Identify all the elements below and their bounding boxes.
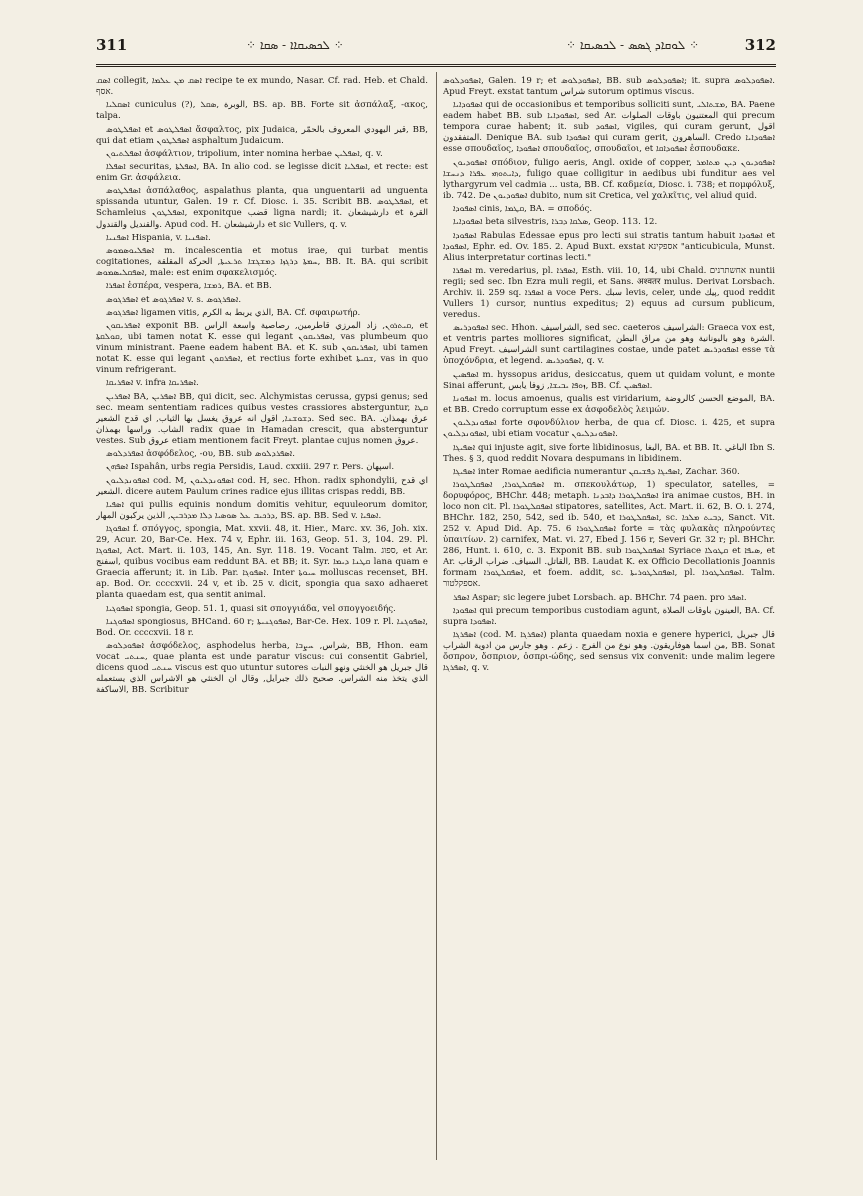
dictionary-entry: ܐܣܦܪܝܩܘܢ exponit BB. ܩܝܬܪܘܢ, زاد المرزي قاطرمين, رصاصية واسعة الراس, et ܩܘܠܩܬܐ, ubi tamen notat K. esse qui legant ܐܣܦܪܝܩܘܢ, vas plumbeum quo vinum ministrant. Paene eadem habent BA. et K. sub ܐܣܦܪܝܩܘܢ, ubi tamen notat K. esse qui legant ܐܣܦܪܩܘܢ, et rectius forte exhibet ܫܩܝܬܐ, vas in quo vinum refrigerant.: [96, 321, 428, 376]
dictionary-entry: ܐܣܦܘܕܐܝܐ beta silvestris, ܣܠܩܐ ܕܒܪܐ, Geop. 113. 12.: [453, 217, 658, 228]
dictionary-entry: ܐܣܦܘܓܐ f. σπόγγος, spongia, Mat. xxvii. 48, it. Hier., Marc. xv. 36, Joh. xix. 29, Acur. 20, Bar-Ce. Hex. 74 v, Ephr. iii. 163, Geop. 51. 3, 104. 29. Pl. ܐܣܦܘܓܐ, Act. Mart. ii. 103, 145, An. Syr. 118. 19. Vocant Talm. ספוג, et Ar. اسفنج, quibus vocibus eam reddunt BA. et BB; it. Syr. ܩܛܢܐ ܕܝܡܐ lana quam e Graecia afferunt; it. in Lib. Par. ܐܣܦܘܓܐ. Inter ܚܝܘܬܐ molluscas recenset, BH. ap. Bod. Or. ccccxvii. 24 v, et ib. 25 v. dicit, spongia qua saxo adhaeret planta quaedam est, qua sentit animal.: [96, 524, 428, 601]
right-page-number: 312: [744, 36, 776, 54]
right-running-title: ⁘ ܠܘܩܐܕ ܓܣܣ ‑ ܠܟܣܝܩܐ ⁘: [566, 38, 700, 52]
dictionary-entry: ܐܣܦܪܝܢ BA, ܐܣܦܪܝܢ BB, qui dicit, sec. Alchymistas cerussa, gypsi genus; sed sec. meam sententiam radices quibus vestes crassiores absterguntur, ܩܛܐ ܕܫܘܫܢܐ, اقول انه عروق يغسل بها الثياب, اي قدح الشعير. Sed sec. BA. عرق بهمذان. الشاب. وراسها بهمذان radix quae in Hamadan crescit, qua absterguntur vestes. Sub عروق etiam mentionem facit Freyt. plantae cujus nomen عروق.: [96, 391, 428, 446]
dictionary-entry: ܐܣܦܘܢܕܠܝܘܢ cod. M, ܐܣܦܘܢܕܠܝܘܢ cod. H, sec. Hhon. radix sphondylii, اي قدح الشعير. dicere autem Paulum crines radice ejus illitas crispas reddi, BB.: [96, 475, 428, 497]
dictionary-entry: ܐܣܦܗܢ Ispahân, urbs regia Persidis, Laud. cxxiii. 297 r. Pers. اسپهان.: [106, 462, 395, 473]
dictionary-entry: ܐܣܦܪ Aspar; sic legere jubet Lorsbach. ap. BHChr. 74 paen. pro ܐܣܦܪ.: [453, 592, 747, 603]
dictionary-entry: ܐܣܦܘܕܐ qui precum temporibus custodiam agunt, العينون باوقات الصلاة, BA. Cf. supra ܐܣܦܘܕܐ.: [443, 605, 775, 627]
dictionary-entry: ܐܣܦܪܓܐ (cod. M. ܐܣܦܪܓܐ) planta quaedam noxia e genere hyperici, قال جبريل من اسما هوفاريقون. وهو نوع من الفرج . زعم . وهو جارس من ادوية الشراب, BB. Sonat ὄσπρον, ὄσπριον, ὀσπρι-ώδης, sed sensus vix convenit: unde malim legere ܐܣܦܪܓܐ, q. v.: [443, 630, 775, 674]
dictionary-entry: ܐܣܦܪܝܩܐ v. infra ܐܣܦܪܝܩܐ.: [106, 378, 199, 389]
header-rule-double: [96, 66, 776, 67]
dictionary-entry: ܐܣܦܠܐ securitas, ܐܣܦܠܬܐ, BA. In alio cod. se legisse dicit ܐܣܦܠܝܐ, et recte: est enim Gr. ἀσφάλεια.: [96, 162, 428, 184]
dictionary-entry: ܐܣܦܘܓܢܐ spongiosus, BHCand. 60 r; ܐܣܦܘܓܢܝܬܐ, Bar-Ce. Hex. 109 r. Pl. ܐܣܦܘܓܢܐ, Bod. Or. ccccxvii. 18 r.: [96, 616, 428, 638]
dictionary-entry: ܐܣܩ collegit, ܐܣܩ ܡܢ ܥܠܡܐ recipe te ex mundo, Nasar. Cf. rad. Heb. et Chald. אסף.: [96, 76, 428, 98]
dictionary-entry: ܐܣܦܪܐ m. veredarius, pl. ܐܣܦܪܐ, Esth. viii. 10, 14, ubi Chald. אחשתרנים nuntii regii; sed sec. Ibn Ezra muli regii, et Sans. अश्वतर mulus. Derivat Lorsbach. Archiv. ii. 259 sq. ܐܣܦܪܐ a voce Pers. سبك levis, celer, unde پيك, quod reddit Vullers 1) cursor, nuntius expeditus; 2) equus ad cursum publicum, veredus.: [443, 265, 775, 321]
page-header: [96, 30, 776, 58]
dictionary-entry: ܐܣܦܠܝܘܣܡܘܣ m. incalescentia et motus irae, qui turbat mentis cogitationes, ܚܡܬܐ ܕܪܓܙܐ ܕܡܫܓܫܐ ܬܪܥܝܬܐ, الحركة المقلقة, BB. It. BA. qui scribit ܐܣܦܩܠܝܣܡܘܣ, male: est enim σφακελισμός.: [96, 245, 428, 279]
dictionary-entry: ܐܣܦܘܕܝܘܢ σπόδιον, fuligo aeris, Angl. oxide of copper, ܐܣܦܘܕܝܘܢ ܕܝܢ ܡܬܐܡܪ ܕܐܝܬܘܗܝ ܥܦܪܐ ܕܢܚܫܐ, fuligo quae colligitur in aedibus ubi funditur aes vel lythargyrum vel cadmia ... usta, BB. Cf. καδμεία, Diosc. i. 738; et πομφόλυξ, ib. 742. De ܐܣܦܘܕܝܘܢ dubito, num sit Cretica, vel χαλκῖτις, vel aliud quid.: [443, 157, 775, 201]
dictionary-entry: ܐܣܦܘܕܐ cinis, ܩܛܡܐ, BA. = σποδός.: [453, 204, 593, 215]
dictionary-entry: ܐܣܦܝܐ qui pullis equinis nondum domitis vehitur, equuleorum domitor, ܕܪܟܝܒ ܥܠ ܣܘܣܝܐ ܕܠܐ ܡܕܪܒܝܢ, الذين يركبون المهار, BS. ap. BB. Sed v. ܐܣܦܝܐ.: [96, 499, 428, 521]
dictionary-entry: ܐܣܦܝܓܐ inter Romae aedificia numerantur ܐܣܦܝܓܐ ܕܦܫܝܩܢ, Zachar. 360.: [453, 466, 740, 477]
dictionary-entry: ܐܣܦܩܠܛܘܪܐ, ܐܣܦܩܠܛܘܪܐ m. σπεκουλάτωρ, 1) speculator, satelles, = δορυφόρος, BHChr. 448; metaph. ܐܣܦܩܠܛܘܪܐ ܕܐܒܕܢܐ ira animae custos, BH. in loco non cit. Pl. ܐܣܦܩܠܛܘܪܐ stipatores, satellites, Act. Mart. ii. 62, B. O. i. 274, BHChr. 182, 250, 542, sed ib. 540, et ܐܣܦܩܠܛܘܪܐ, sc. ܕܒܝܬ ܡܠܟܐ, Sanct. Vit. 252 v. Apud Did. Ap. 75. 6 ܐܣܦܩܠܛܘܪܐ forte = τὰς φυλακὰς πληρούντες ὑπαιτίων. 2) carnifex, Mat. vi. 27, Ebed J. 156 r, Severi Gr. 32 r; pl. BHChr. 286, Hunt. i. 610, c. 3. Exponit BB. sub ܐܣܦܩܠܛܘܪܐ Syriace ܩܛܘܠܐ et ܣܝܦܐ, et Ar. القاتل. السياف. ضراب الرقاب, BB. Laudat K. ex Officio Decollationis Joannis formam ܐܣܦܩܠܛܘܪܐ, et foem. addit, sc. ܐܣܦܩܠܛܘܪܝܬܐ, pl. ܐܣܦܩܠܛܘܪܐ. Talm. אספקלטור.: [443, 480, 775, 590]
column-divider: [436, 72, 437, 1160]
dictionary-entry: ܐܣܦܪܓܘܣ ligamen vitis, الذي يربط به الكرم, BA. Cf. σφαιρωτήρ.: [106, 307, 361, 318]
dictionary-entry: ܐܣܦܘܕܠܘܣ ἀσφόδελος, asphodelus herba, شراس, ܚܨܒܐ, BB, Hhon. eam vocat ܚܢܬܝ, quae planta est unde paratur viscus: cui consentit Gabriel, dicens quod ܚܢܬܝ viscus est quo utuntur sutores قال جبريل هو الخنثي ونهو النبات الذي يتخذ منه الشراس. صحيح ذلك جبرايل, وقال ان الخنثي هو الاشراس الذي يستعمله الاساكفة, BB. Scribitur: [96, 641, 428, 696]
right-column: [443, 76, 775, 1156]
dictionary-entry: ܐܣܦܪܕܠܘܣ ἀσφόδελος, -ου, BB. sub ܐܣܦܪܕܠܘܣ.: [106, 449, 295, 460]
dictionary-entry: ܐܣܦܠܛܘܣ et ܐܣܦܠܛܘܣ ἄσφαλτος, pix Judaica, قير اليهودي المعروف بالحمّر, BB, qui dat etiam ܐܣܦܠܛܘܢ asphaltum Judaicum.: [96, 124, 428, 146]
dictionary-entry: ܐܣܦܘܕܐ Rabulas Edessae epus pro lecti sui stratis tantum habuit ܐܣܦܘܕܐ et ܐܣܦܘܕܐ, Ephr. ed. Ov. 185. 2. Apud Buxt. exstat אספקינא "anticubicula, Munst. Alius interpretatur cortinas lecti.": [443, 230, 775, 263]
dictionary-entry: ܐܣܦܘܢܕܠܝܘܢ forte σφονδύλιον herba, de qua cf. Diosc. i. 425, et supra ܐܣܦܘܢܕܠܝܘܢ, ubi etiam vocatur ܐܣܦܘܢܕܠܝܘܢ.: [443, 418, 775, 440]
dictionary-entry: ܐܣܦܘܕܪܝܣ sec. Hhon. الشراسيف, sed sec. caeteros الشراسيف: Graeca vox est, et ventris partes molliores significat, الشرة وهو باليونانية وهو من مراق البطن. Apud Freyt. الشراسيف sunt cartilagines costae, unde patet ܐܣܦܘܕܪܝܣ esse τὰ ὑποχόνδρια, et legend. ܐܣܦܘܕܪܝܣ, q. v.: [443, 323, 775, 367]
dictionary-entry: ܐܣܦܝܓܐ qui injuste agit, sive forte libidinosus, البغا, BA. et BB. It. الباغي Ibn S. Thes. § 3, quod reddit Novara despumans in libidinem.: [443, 442, 775, 464]
dictionary-entry: ܐܣܦܘܢܐ m. locus amoenus, qualis est viridarium, الموضع الحسن كالروضة, BA. et BB. Credo corruptum esse ex ἀσφοδελὸς λειμών.: [443, 393, 775, 415]
dictionary-entry: ܐܣܦܠܛܘܣ ἀσπάλαθος, aspalathus planta, qua unguentarii ad unguenta spissanda utuntur, Galen. 19 r. Cf. Diosc. i. 35. Scribit BB. ܐܣܦܠܛܘܣ, et Schamleius ܐܣܦܠܛܘܢ, exponitque قضب ligna nardi; it. دارشيشعان et القرة والقنديل والقندول. Apud cod. H. دارشيشعان et sic Vullers, q. v.: [96, 186, 428, 230]
dictionary-entry: ܐܣܦܠܬܝܘܢ ἀσφάλτιον, tripolium, inter nomina herbae ܐܣܦܠܝܢ, q. v.: [106, 148, 383, 159]
dictionary-entry: ܐܣܦܘܓܝܐ spongia, Geop. 51. 1, quasi sit σπογγιάδα, vel σπογγοειδής.: [106, 603, 396, 614]
dictionary-entry: ܐܣܦܪܓܘܣ et ܐܣܦܪܓܘܣ v. s. ܐܣܦܪܓܘܣ.: [106, 294, 242, 305]
dictionary-entry: ܐܣܦܘܕܠܘܣ, Galen. 19 r; et ܐܣܦܘܕܠܘܣ, BB. sub ܐܣܦܘܕܠܘܣ; it. supra ܐܣܦܘܕܠܘܣ. Apud Freyt. exstat tantum شراس sutorum optimus viscus.: [443, 76, 775, 98]
left-column: [96, 76, 428, 1156]
dictionary-entry: ܐܣܦܢܝܐ Hispania, v. ܐܣܦܢܝܐ.: [106, 232, 211, 243]
dictionary-entry: ܐܣܦܪܐ ἑσπέρα, vespera, ܪܡܫܐ, BA. et BB.: [106, 281, 272, 292]
header-rule: [96, 64, 776, 65]
dictionary-entry: ܐܣܩܠܝܐ cuniculus (?), الوبرة ,ܣܩܠ, BS. ap. BB. Forte sit ἀσπάλαξ, -ακος, talpa.: [96, 100, 428, 122]
left-running-title: ⁘ ܠܟܣܝܩܐܐ ‑ ܣܩܐ ⁘: [246, 38, 344, 52]
dictionary-entry: ܐܣܦܘܕܐܝܐ qui de occasionibus et temporibus solliciti sunt, ܡܫܬܐܠܝ, BA. Paene eadem habet BB. sub ܐܣܦܘܕܐܝܐ, sed Ar. المعتنيون باوقات الصلوات qui precum tempora curae habent; it. sub ܐܣܦܘܕ, vigiles, qui curam gerunt, اقول المتفقدون. Denique BA. sub ܐܣܦܘܕܐ qui curam gerit, الساهرون. Credo ܐܣܦܘܕܐܝܐ esse σπουδαῖος, ܐܣܦܘܕܐ σπουδαῖος, σπουδαῖοι, et ܐܣܦܘܕܐܩܐ ἐσπουδακε.: [443, 100, 775, 155]
left-page-number: 311: [96, 36, 128, 54]
dictionary-entry: ܐܣܦܣܝܢ m. hyssopus aridus, desiccatus, quem ut quidam volunt, e monte Sinai afferunt, ܙܘܦܐ ܝܒܝܫܐ, زوفا يابس, BB. Cf. ܐܣܦܣܝܢ.: [443, 369, 775, 391]
